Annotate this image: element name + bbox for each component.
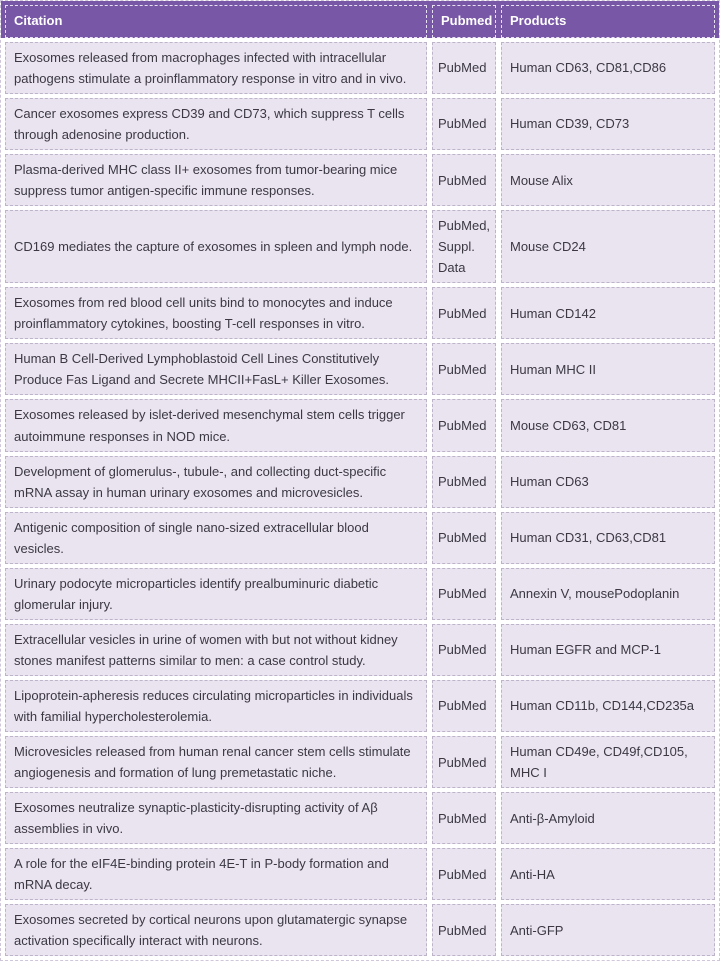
- products-cell: [501, 624, 715, 676]
- citation-text: Plasma-derived MHC class II+ exosomes from tumor-bearing mice suppress tumor antigen-specific immune responses.: [14, 162, 398, 199]
- pubmed-cell[interactable]: [432, 568, 496, 620]
- products-text: Human MHC II: [510, 361, 596, 377]
- citation-text: CD169 mediates the capture of exosomes in spleen and lymph node.: [14, 239, 413, 255]
- products-text: Human CD31, CD63,CD81: [510, 530, 667, 546]
- pubmed-link[interactable]: PubMed: [438, 810, 487, 826]
- table-row: [5, 848, 715, 900]
- column-header-citation: Citation: [5, 5, 427, 38]
- citation-text: Exosomes secreted by cortical neurons upon glutamatergic synapse activation specifically interact with neurons.: [14, 912, 408, 949]
- citation-cell: [5, 287, 427, 339]
- pubmed-cell[interactable]: [432, 736, 496, 788]
- pubmed-cell[interactable]: [432, 512, 496, 564]
- table-row: [5, 792, 715, 844]
- table-row: [5, 624, 715, 676]
- pubmed-cell[interactable]: [432, 680, 496, 732]
- citation-cell: [5, 624, 427, 676]
- products-text: Anti-GFP: [510, 922, 564, 938]
- pubmed-cell[interactable]: [432, 399, 496, 451]
- citation-cell: [5, 343, 427, 395]
- column-header-pubmed: Pubmed: [432, 5, 496, 38]
- citation-cell: [5, 512, 427, 564]
- pubmed-cell[interactable]: [432, 210, 496, 283]
- products-cell: [501, 42, 715, 94]
- pubmed-link[interactable]: PubMed: [438, 866, 487, 882]
- citation-text: Exosomes released from macrophages infected with intracellular pathogens stimulate a proinflammatory response in vitro and in vivo.: [14, 49, 407, 86]
- table-row: [5, 399, 715, 451]
- pubmed-cell[interactable]: [432, 792, 496, 844]
- products-cell: [501, 343, 715, 395]
- table-row: [5, 904, 715, 956]
- products-text: Human CD39, CD73: [510, 116, 630, 132]
- products-text: Human CD63: [510, 474, 589, 490]
- pubmed-cell[interactable]: [432, 98, 496, 150]
- table-row: [5, 42, 715, 94]
- products-text: Human CD142: [510, 305, 596, 321]
- citation-cell: [5, 736, 427, 788]
- pubmed-cell[interactable]: [432, 42, 496, 94]
- products-cell: [501, 98, 715, 150]
- products-text: Human CD63, CD81,CD86: [510, 60, 667, 76]
- pubmed-link[interactable]: PubMed: [438, 305, 487, 321]
- products-cell: [501, 680, 715, 732]
- pubmed-link[interactable]: PubMed: [438, 172, 487, 188]
- products-text: Human CD49e, CD49f,CD105, MHC I: [510, 744, 688, 781]
- citation-text: Exosomes neutralize synaptic-plasticity-disrupting activity of Aβ assemblies in vivo.: [14, 800, 378, 837]
- citation-text: Extracellular vesicles in urine of women with but not without kidney stones manifest patterns similar to men: a case control study.: [14, 631, 398, 668]
- pubmed-link[interactable]: PubMed: [438, 530, 487, 546]
- products-cell: [501, 287, 715, 339]
- pubmed-cell[interactable]: [432, 904, 496, 956]
- pubmed-cell[interactable]: [432, 456, 496, 508]
- pubmed-link[interactable]: PubMed, Suppl. Data: [438, 218, 491, 276]
- citation-cell: [5, 456, 427, 508]
- pubmed-link[interactable]: PubMed: [438, 754, 487, 770]
- table-row: [5, 512, 715, 564]
- citation-cell: [5, 210, 427, 283]
- citation-cell: [5, 42, 427, 94]
- pubmed-link[interactable]: PubMed: [438, 698, 487, 714]
- products-cell: [501, 792, 715, 844]
- table-row: [5, 154, 715, 206]
- citation-text: Human B Cell-Derived Lymphoblastoid Cell Lines Constitutively Produce Fas Ligand and Secrete MHCII+FasL+ Killer Exosomes.: [14, 351, 390, 388]
- products-cell: [501, 512, 715, 564]
- table-header-row: [1, 1, 719, 38]
- pubmed-link[interactable]: PubMed: [438, 361, 487, 377]
- products-cell: [501, 154, 715, 206]
- citation-cell: [5, 568, 427, 620]
- products-text: Mouse Alix: [510, 172, 573, 188]
- products-cell: [501, 848, 715, 900]
- citation-text: Cancer exosomes express CD39 and CD73, which suppress T cells through adenosine production.: [14, 105, 405, 142]
- table-row: [5, 456, 715, 508]
- table-row: [5, 343, 715, 395]
- products-text: Human EGFR and MCP-1: [510, 642, 661, 658]
- products-text: Anti-β-Amyloid: [510, 810, 595, 826]
- products-cell: [501, 904, 715, 956]
- citation-text: A role for the eIF4E-binding protein 4E-T in P-body formation and mRNA decay.: [14, 856, 389, 893]
- citation-cell: [5, 154, 427, 206]
- products-cell: [501, 210, 715, 283]
- citation-cell: [5, 680, 427, 732]
- pubmed-link[interactable]: PubMed: [438, 417, 487, 433]
- pubmed-cell[interactable]: [432, 624, 496, 676]
- pubmed-link[interactable]: PubMed: [438, 642, 487, 658]
- pubmed-cell[interactable]: [432, 343, 496, 395]
- products-text: Mouse CD63, CD81: [510, 417, 627, 433]
- products-cell: [501, 736, 715, 788]
- citation-cell: [5, 399, 427, 451]
- citation-text: Antigenic composition of single nano-sized extracellular blood vesicles.: [14, 519, 369, 556]
- pubmed-link[interactable]: PubMed: [438, 60, 487, 76]
- pubmed-cell[interactable]: [432, 154, 496, 206]
- citation-text: Exosomes from red blood cell units bind to monocytes and induce proinflammatory cytokines, boosting T-cell responses in vitro.: [14, 295, 393, 332]
- citation-cell: [5, 848, 427, 900]
- products-text: Anti-HA: [510, 866, 555, 882]
- products-cell: [501, 568, 715, 620]
- pubmed-link[interactable]: PubMed: [438, 586, 487, 602]
- table-row: [5, 98, 715, 150]
- products-text: Human CD11b, CD144,CD235a: [510, 698, 695, 714]
- citation-cell: [5, 792, 427, 844]
- pubmed-cell[interactable]: [432, 848, 496, 900]
- citation-cell: [5, 98, 427, 150]
- table-row: [5, 736, 715, 788]
- pubmed-cell[interactable]: [432, 287, 496, 339]
- citation-text: Development of glomerulus-, tubule-, and collecting duct-specific mRNA assay in human urinary exosomes and microvesicles.: [14, 463, 387, 500]
- table-row: [5, 210, 715, 283]
- citation-cell: [5, 904, 427, 956]
- table-body: [1, 38, 719, 961]
- table-row: [5, 680, 715, 732]
- products-cell: [501, 456, 715, 508]
- products-text: Mouse CD24: [510, 239, 586, 255]
- pubmed-link[interactable]: PubMed: [438, 922, 487, 938]
- pubmed-link[interactable]: PubMed: [438, 116, 487, 132]
- column-header-products: Products: [501, 5, 715, 38]
- citation-text: Urinary podocyte microparticles identify prealbuminuric diabetic glomerular injury.: [14, 575, 379, 612]
- products-cell: [501, 399, 715, 451]
- citation-text: Exosomes released by islet-derived mesenchymal stem cells trigger autoimmune responses in NOD mice.: [14, 407, 405, 444]
- citation-text: Lipoprotein-apheresis reduces circulating microparticles in individuals with familial hypercholesterolemia.: [14, 687, 413, 724]
- table-row: [5, 287, 715, 339]
- citation-text: Microvesicles released from human renal cancer stem cells stimulate angiogenesis and formation of lung premetastatic niche.: [14, 744, 411, 781]
- table-row: [5, 568, 715, 620]
- pubmed-link[interactable]: PubMed: [438, 474, 487, 490]
- products-text: Annexin V, mousePodoplanin: [510, 586, 680, 602]
